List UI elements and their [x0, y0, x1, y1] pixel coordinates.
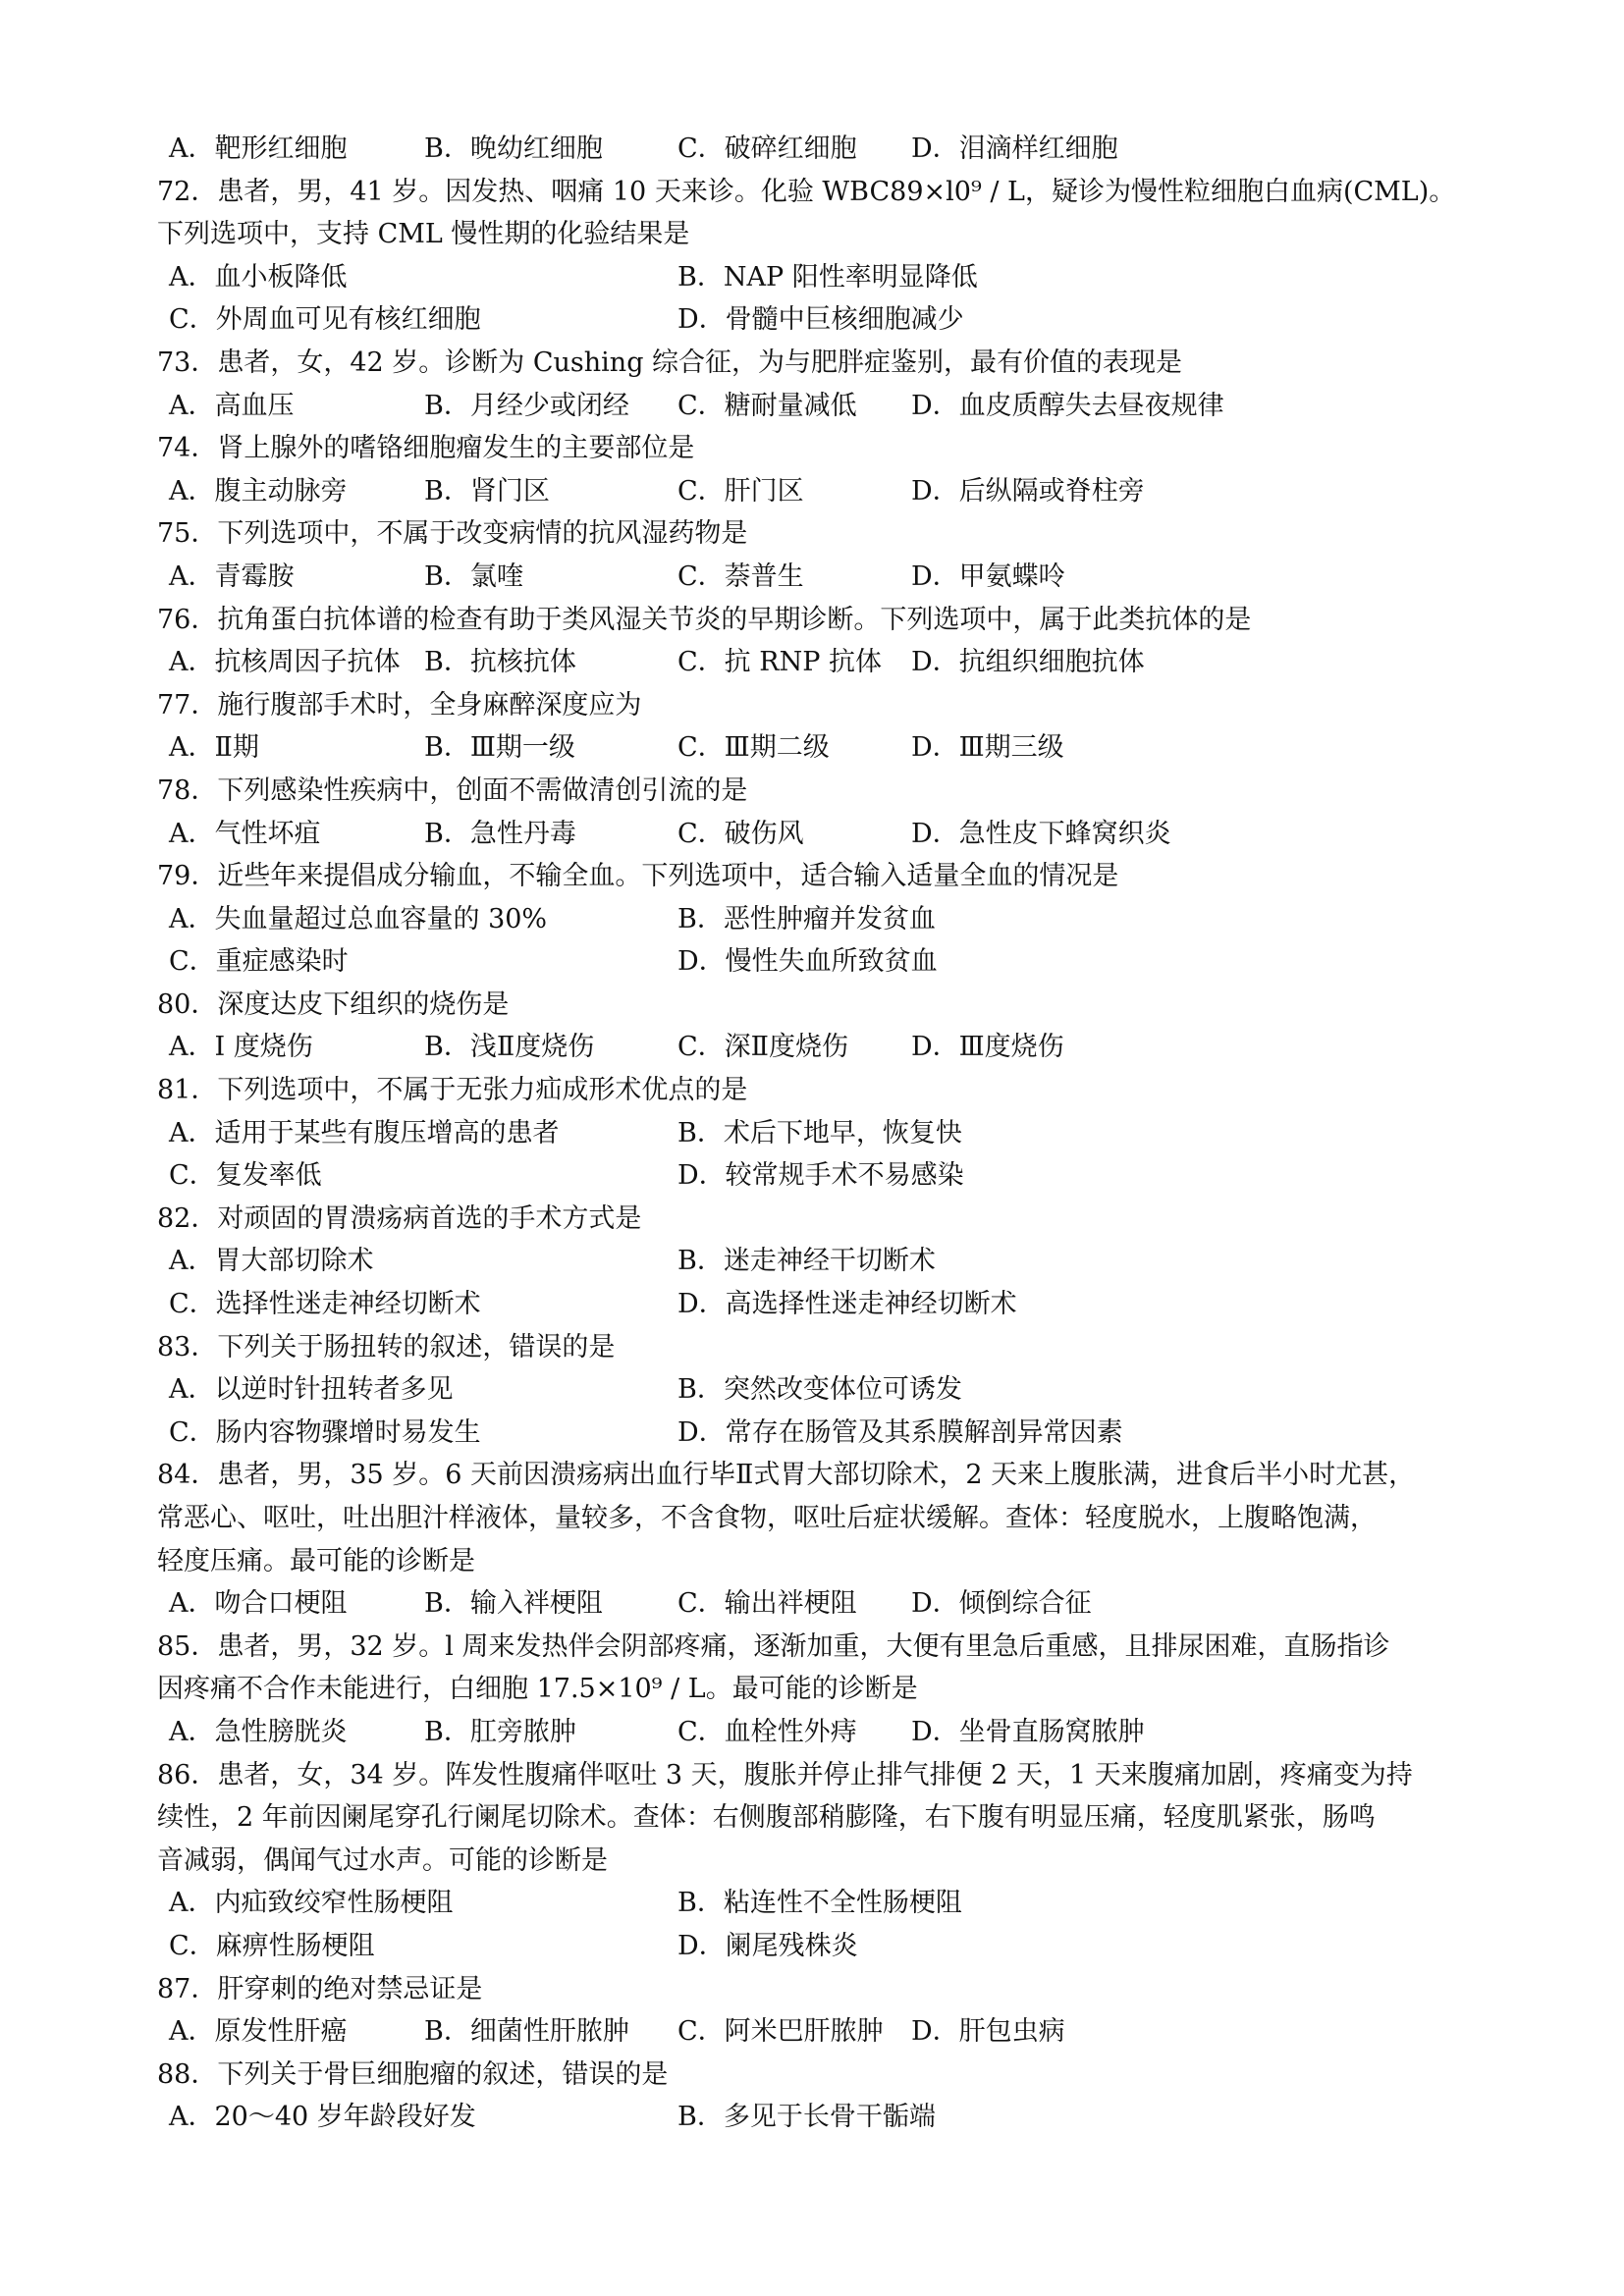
answer-option: D．血皮质醇失去昼夜规律 [911, 390, 1224, 421]
question [157, 128, 1492, 171]
question-stem: 音减弱，偶闻气过水声。可能的诊断是 [157, 1844, 608, 1876]
answer-option: A．Ⅱ期 [169, 732, 259, 764]
option-row [157, 898, 1492, 941]
answer-option: D．常存在肠管及其系膜解剖异常因素 [677, 1416, 1123, 1448]
question [157, 1326, 1492, 1455]
answer-option: B．多见于长骨干骺端 [677, 2102, 936, 2133]
answer-option: B．NAP 阳性率明显降低 [677, 261, 978, 293]
answer-option: B．细菌性肝脓肿 [424, 2016, 629, 2048]
answer-option: B．迷走神经干切断术 [677, 1246, 936, 1277]
answer-option: B．输入袢梗阻 [424, 1588, 603, 1620]
question [157, 599, 1492, 684]
question-stem: 因疼痛不合作未能进行，白细胞 17.5×10⁹ / L。最可能的诊断是 [157, 1674, 918, 1705]
answer-option: A．急性膀胱炎 [169, 1716, 348, 1747]
answer-option: B．浅Ⅱ度烧伤 [424, 1032, 595, 1063]
question-stem: 轻度压痛。最可能的诊断是 [157, 1545, 475, 1576]
option-row [157, 726, 1492, 770]
answer-option: D．Ⅲ期三级 [911, 732, 1064, 764]
option-row [157, 1412, 1492, 1455]
answer-option: A．20～40 岁年龄段好发 [169, 2102, 476, 2133]
question [157, 171, 1492, 342]
option-row [157, 298, 1492, 342]
answer-option: D．坐骨直肠窝脓肿 [911, 1716, 1145, 1747]
answer-option: C．麻痹性肠梗阻 [169, 1930, 375, 1961]
answer-option: C．选择性迷走神经切断术 [169, 1289, 481, 1320]
answer-option: A．抗核周因子抗体 [169, 647, 401, 678]
answer-option: C．复发率低 [169, 1160, 322, 1192]
answer-option: A．吻合口梗阻 [169, 1588, 348, 1620]
option-row [157, 940, 1492, 984]
option-row [157, 556, 1492, 599]
option-row [157, 385, 1492, 428]
answer-option: A．胃大部切除术 [169, 1246, 374, 1277]
option-row [157, 1154, 1492, 1198]
option-row [157, 2096, 1492, 2139]
question-stem: 80．深度达皮下组织的烧伤是 [157, 988, 510, 1020]
question-stem: 83．下列关于肠扭转的叙述，错误的是 [157, 1331, 616, 1362]
answer-option: A．以逆时针扭转者多见 [169, 1374, 454, 1406]
option-row [157, 1368, 1492, 1412]
answer-option: B．术后下地早，恢复快 [677, 1117, 962, 1148]
answer-option: A．青霉胺 [169, 561, 295, 592]
answer-option: B．恶性肿瘤并发贫血 [677, 903, 936, 934]
answer-option: C．阿米巴肝脓肿 [677, 2016, 884, 2048]
question [157, 770, 1492, 855]
answer-option: C．抗 RNP 抗体 [677, 647, 882, 678]
question-stem: 86．患者，女，34 岁。阵发性腹痛伴呕吐 3 天，腹胀并停止排气排便 2 天，1 天来腹痛加剧，疼痛变为持 [157, 1759, 1413, 1790]
answer-option: C．输出袢梗阻 [677, 1588, 857, 1620]
question-stem: 75．下列选项中，不属于改变病情的抗风湿药物是 [157, 518, 748, 550]
answer-option: A．I 度烧伤 [169, 1032, 313, 1063]
option-row [157, 1582, 1492, 1626]
question [157, 2054, 1492, 2139]
option-row [157, 470, 1492, 513]
question-stem: 续性，2 年前因阑尾穿孔行阑尾切除术。查体：右侧腹部稍膨隆，右下腹有明显压痛，轻度肌紧张，肠鸣 [157, 1802, 1376, 1834]
option-row [157, 1240, 1492, 1283]
question-stem: 85．患者，男，32 岁。l 周来发热伴会阴部疼痛，逐渐加重，大便有里急后重感，且排尿困难，直肠指诊 [157, 1630, 1390, 1662]
question-stem: 84．患者，男，35 岁。6 天前因溃疡病出血行毕Ⅱ式胃大部切除术，2 天来上腹胀满，进食后半小时尤甚， [157, 1460, 1416, 1491]
option-row [157, 1026, 1492, 1069]
answer-option: D．高选择性迷走神经切断术 [677, 1289, 1017, 1320]
answer-option: B．急性丹毒 [424, 818, 576, 849]
answer-option: A．气性坏疽 [169, 818, 321, 849]
answer-option: A．血小板降低 [169, 261, 348, 293]
answer-option: D．急性皮下蜂窝织炎 [911, 818, 1171, 849]
answer-option: C．肝门区 [677, 475, 804, 507]
question-stem: 81．下列选项中，不属于无张力疝成形术优点的是 [157, 1075, 748, 1106]
question-stem: 78．下列感染性疾病中，创面不需做清创引流的是 [157, 774, 748, 806]
question-stem: 73．患者，女，42 岁。诊断为 Cushing 综合征，为与肥胖症鉴别，最有价值的表现是 [157, 347, 1183, 378]
answer-option: B．肛旁脓肿 [424, 1716, 576, 1747]
question-stem: 82．对顽固的胃溃疡病首选的手术方式是 [157, 1202, 642, 1234]
answer-option: B．月经少或闭经 [424, 390, 629, 421]
answer-option: D．抗组织细胞抗体 [911, 647, 1145, 678]
answer-option: B．Ⅲ期一级 [424, 732, 575, 764]
answer-option: C．重症感染时 [169, 946, 349, 978]
option-row [157, 1925, 1492, 1968]
answer-option: B．氯喹 [424, 561, 523, 592]
answer-option: D．甲氨蝶呤 [911, 561, 1065, 592]
option-row [157, 1882, 1492, 1925]
answer-option: A．失血量超过总血容量的 30% [169, 903, 548, 934]
question [157, 1454, 1492, 1625]
question [157, 1626, 1492, 1754]
answer-option: C．破碎红细胞 [677, 133, 857, 164]
answer-option: A．适用于某些有腹压增高的患者 [169, 1117, 560, 1148]
answer-option: C．Ⅲ期二级 [677, 732, 830, 764]
answer-option: B．肾门区 [424, 475, 550, 507]
question-stem: 87．肝穿刺的绝对禁忌证是 [157, 1973, 483, 2004]
option-row [157, 813, 1492, 856]
answer-option: D．阑尾残株炎 [677, 1930, 858, 1961]
answer-option: D．Ⅲ度烧伤 [911, 1032, 1064, 1063]
answer-option: A．靶形红细胞 [169, 133, 348, 164]
question-stem: 79．近些年来提倡成分输血，不输全血。下列选项中，适合输入适量全血的情况是 [157, 861, 1119, 892]
question-stem: 74．肾上腺外的嗜铬细胞瘤发生的主要部位是 [157, 433, 695, 464]
answer-option: D．泪滴样红细胞 [911, 133, 1118, 164]
question [157, 427, 1492, 512]
option-row [157, 1283, 1492, 1326]
option-row [157, 256, 1492, 299]
answer-option: C．外周血可见有核红细胞 [169, 304, 481, 336]
option-row [157, 641, 1492, 684]
answer-option: D．肝包虫病 [911, 2016, 1065, 2048]
question [157, 1198, 1492, 1326]
answer-option: B．粘连性不全性肠梗阻 [677, 1888, 962, 1919]
option-row [157, 128, 1492, 171]
option-row [157, 1711, 1492, 1754]
question-stem: 76．抗角蛋白抗体谱的检查有助于类风湿关节炎的早期诊断。下列选项中，属于此类抗体的是 [157, 604, 1252, 635]
question [157, 984, 1492, 1069]
question-stem: 77．施行腹部手术时，全身麻醉深度应为 [157, 689, 642, 721]
answer-option: A．内疝致绞窄性肠梗阻 [169, 1888, 454, 1919]
answer-option: A．腹主动脉旁 [169, 475, 348, 507]
answer-option: C．糖耐量减低 [677, 390, 857, 421]
answer-option: B．突然改变体位可诱发 [677, 1374, 962, 1406]
question-stem: 下列选项中，支持 CML 慢性期的化验结果是 [157, 219, 690, 250]
question [157, 1968, 1492, 2054]
question [157, 855, 1492, 984]
question [157, 512, 1492, 598]
question [157, 342, 1492, 427]
answer-option: D．倾倒综合征 [911, 1588, 1092, 1620]
answer-option: D．慢性失血所致贫血 [677, 946, 938, 978]
option-row [157, 1112, 1492, 1155]
answer-option: C．血栓性外痔 [677, 1716, 857, 1747]
option-row [157, 2010, 1492, 2054]
answer-option: C．萘普生 [677, 561, 804, 592]
question-stem: 88．下列关于骨巨细胞瘤的叙述，错误的是 [157, 2058, 669, 2090]
answer-option: A．高血压 [169, 390, 295, 421]
answer-option: D．后纵隔或脊柱旁 [911, 475, 1145, 507]
question-list [157, 128, 1492, 2139]
answer-option: B．晚幼红细胞 [424, 133, 603, 164]
question-stem: 常恶心、呕吐，吐出胆汁样液体，量较多，不含食物，呕吐后症状缓解。查体：轻度脱水，上腹略饱满， [157, 1503, 1377, 1533]
question-stem: 72．患者，男，41 岁。因发热、咽痛 10 天来诊。化验 WBC89×l0⁹ / L，疑诊为慢性粒细胞白血病(CML)。 [157, 176, 1456, 207]
answer-option: B．抗核抗体 [424, 647, 576, 678]
answer-option: C．深Ⅱ度烧伤 [677, 1032, 849, 1063]
question [157, 684, 1492, 770]
answer-option: C．肠内容物骤增时易发生 [169, 1416, 481, 1448]
answer-option: D．骨髓中巨核细胞减少 [677, 304, 964, 336]
answer-option: C．破伤风 [677, 818, 804, 849]
question [157, 1754, 1492, 1968]
answer-option: D．较常规手术不易感染 [677, 1160, 964, 1192]
answer-option: A．原发性肝癌 [169, 2016, 348, 2048]
question [157, 1069, 1492, 1198]
